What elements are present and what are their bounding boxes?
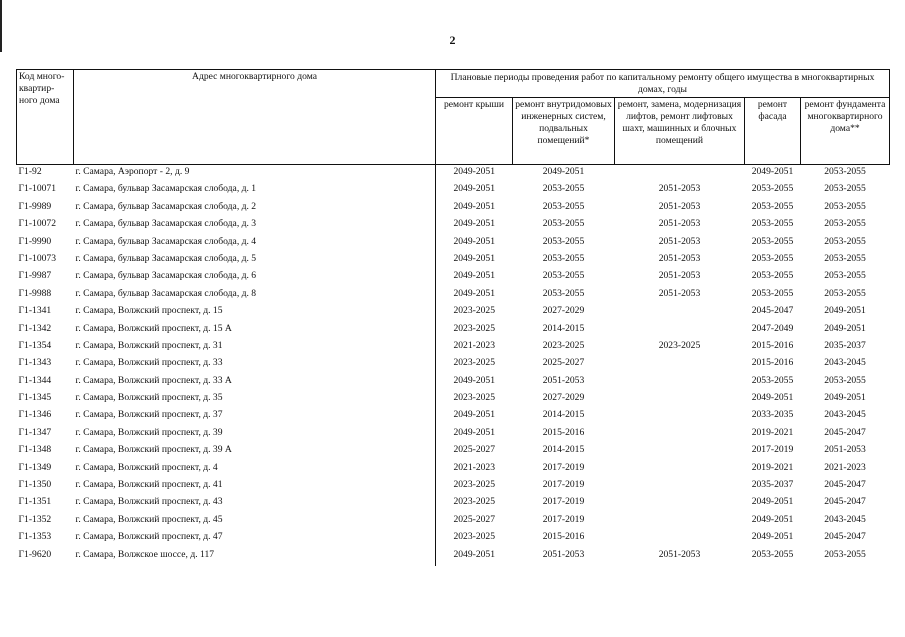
table-row — [17, 427, 890, 444]
cell-address: г. Самара, бульвар Засамарская слобода, д. 6 — [75, 270, 257, 282]
cell-roof: 2049-2051 — [436, 253, 513, 270]
table-row — [17, 531, 890, 548]
cell-address: г. Самара, бульвар Засамарская слобода, д. 5 — [75, 252, 257, 264]
cell-roof: 2023-2025 — [436, 496, 513, 513]
table-row — [17, 392, 890, 409]
cell-facade: 2049-2051 — [751, 496, 794, 508]
cell-roof: 2049-2051 — [436, 270, 513, 287]
cell-code: Г1-9989 — [18, 200, 52, 212]
cell-foundation: 2049-2051 — [824, 305, 866, 317]
cell-facade: 2053-2055 — [751, 183, 794, 195]
cell-code: Г1-1342 — [18, 322, 52, 334]
cell-code: Г1-1350 — [18, 479, 52, 491]
table-row — [17, 201, 890, 218]
table-row — [17, 236, 890, 253]
cell-code: Г1-10072 — [18, 218, 57, 230]
cell-roof: 2023-2025 — [436, 392, 513, 409]
cell-address: г. Самара, Волжский проспект, д. 39 — [75, 426, 223, 438]
cell-address: г. Самара, Волжский проспект, д. 37 — [75, 409, 223, 421]
table-row — [17, 444, 890, 461]
cell-facade: 2015-2016 — [751, 357, 794, 369]
cell-systems: 2017-2019 — [542, 496, 585, 508]
cell-foundation: 2045-2047 — [824, 479, 866, 491]
header-facade: ремонт фасада — [745, 98, 801, 165]
cell-code: Г1-9988 — [18, 287, 52, 299]
table-row — [17, 253, 890, 270]
cell-foundation: 2053-2055 — [824, 252, 866, 264]
cell-elevators: 2051-2053 — [658, 218, 701, 230]
table-header — [17, 70, 890, 165]
cell-code: Г1-9620 — [18, 548, 52, 560]
cell-systems: 2014-2015 — [542, 409, 585, 421]
table-row — [17, 462, 890, 479]
table-row — [17, 549, 890, 566]
cell-elevators — [615, 514, 745, 531]
cell-foundation: 2045-2047 — [824, 426, 866, 438]
table-row — [17, 409, 890, 426]
cell-elevators — [615, 444, 745, 461]
cell-foundation: 2053-2055 — [824, 270, 866, 282]
cell-foundation: 2021-2023 — [824, 461, 866, 473]
table-row — [17, 165, 890, 184]
table-row — [17, 375, 890, 392]
cell-roof: 2023-2025 — [436, 531, 513, 548]
cell-elevators — [615, 427, 745, 444]
cell-facade: 2019-2021 — [751, 426, 794, 438]
cell-systems: 2017-2019 — [542, 479, 585, 491]
cell-code: Г1-10071 — [18, 183, 57, 195]
cell-address: г. Самара, Волжский проспект, д. 43 — [75, 496, 223, 508]
cell-foundation: 2053-2055 — [824, 374, 866, 386]
cell-code: Г1-1344 — [18, 374, 52, 386]
cell-code: Г1-10073 — [18, 252, 57, 264]
cell-code: Г1-1352 — [18, 513, 52, 525]
cell-elevators — [615, 392, 745, 409]
table-row — [17, 305, 890, 322]
cell-code: Г1-92 — [18, 166, 42, 177]
cell-systems: 2025-2027 — [542, 357, 585, 369]
table-row — [17, 323, 890, 340]
header-elevators: ремонт, замена, модернизация лифтов, ремонт лифтовых шахт, машинных и блочных помещений — [615, 98, 745, 165]
cell-elevators — [615, 479, 745, 496]
cell-facade: 2053-2055 — [751, 252, 794, 264]
table-row — [17, 496, 890, 513]
cell-foundation: 2045-2047 — [824, 531, 866, 543]
cell-facade: 2017-2019 — [751, 444, 794, 456]
cell-roof: 2049-2051 — [436, 183, 513, 200]
cell-facade: 2049-2051 — [751, 513, 794, 525]
cell-foundation: 2053-2055 — [824, 548, 866, 560]
table-row — [17, 514, 890, 531]
cell-roof: 2049-2051 — [436, 288, 513, 305]
cell-elevators: 2051-2053 — [658, 183, 701, 195]
cell-roof: 2023-2025 — [436, 305, 513, 322]
table-row — [17, 270, 890, 287]
cell-elevators: 2023-2025 — [658, 339, 701, 351]
cell-address: г. Самара, бульвар Засамарская слобода, д. 4 — [75, 235, 257, 247]
cell-elevators — [615, 531, 745, 548]
cell-foundation: 2053-2055 — [824, 166, 866, 177]
table-row — [17, 183, 890, 200]
cell-address: г. Самара, Волжский проспект, д. 41 — [75, 479, 223, 491]
cell-roof: 2025-2027 — [436, 514, 513, 531]
capital-repair-table — [16, 69, 890, 566]
cell-code: Г1-1346 — [18, 409, 52, 421]
cell-foundation: 2043-2045 — [824, 357, 866, 369]
cell-address: г. Самара, бульвар Засамарская слобода, д. 8 — [75, 287, 257, 299]
cell-roof: 2023-2025 — [436, 323, 513, 340]
cell-systems: 2017-2019 — [542, 461, 585, 473]
page-number: 2 — [449, 33, 456, 47]
cell-code: Г1-9987 — [18, 270, 52, 282]
cell-address: г. Самара, Волжский проспект, д. 35 — [75, 392, 223, 404]
cell-code: Г1-1345 — [18, 392, 52, 404]
cell-elevators: 2051-2053 — [658, 270, 701, 282]
cell-facade: 2053-2055 — [751, 200, 794, 212]
cell-address: г. Самара, Волжский проспект, д. 31 — [75, 339, 223, 351]
cell-systems: 2053-2055 — [542, 218, 585, 230]
cell-roof: 2049-2051 — [436, 375, 513, 392]
cell-facade: 2053-2055 — [751, 374, 794, 386]
cell-foundation: 2053-2055 — [824, 200, 866, 212]
cell-roof: 2025-2027 — [436, 444, 513, 461]
cell-code: Г1-1349 — [18, 461, 52, 473]
cell-foundation: 2049-2051 — [824, 322, 866, 334]
cell-address: г. Самара, Аэропорт - 2, д. 9 — [75, 166, 190, 177]
cell-elevators — [615, 375, 745, 392]
cell-facade: 2053-2055 — [751, 270, 794, 282]
cell-systems: 2027-2029 — [542, 392, 585, 404]
header-roof: ремонт крыши — [436, 98, 513, 165]
cell-roof: 2049-2051 — [436, 549, 513, 566]
cell-systems: 2053-2055 — [542, 183, 585, 195]
cell-code: Г1-1353 — [18, 531, 52, 543]
cell-code: Г1-1348 — [18, 444, 52, 456]
cell-code: Г1-1343 — [18, 357, 52, 369]
cell-systems: 2027-2029 — [542, 305, 585, 317]
cell-systems: 2015-2016 — [542, 426, 585, 438]
cell-roof: 2023-2025 — [436, 479, 513, 496]
cell-code: Г1-9990 — [18, 235, 52, 247]
table-row — [17, 218, 890, 235]
cell-address: г. Самара, Волжский проспект, д. 33 А — [75, 374, 232, 386]
cell-facade: 2033-2035 — [751, 409, 794, 421]
cell-elevators: 2051-2053 — [658, 235, 701, 247]
table-row — [17, 479, 890, 496]
cell-facade: 2053-2055 — [751, 548, 794, 560]
cell-foundation: 2053-2055 — [824, 183, 866, 195]
cell-facade: 2053-2055 — [751, 218, 794, 230]
cell-foundation: 2045-2047 — [824, 496, 866, 508]
cell-systems: 2023-2025 — [542, 339, 585, 351]
header-address: Адрес многоквартирного дома — [74, 70, 436, 165]
cell-systems: 2014-2015 — [542, 322, 585, 334]
cell-code: Г1-1354 — [18, 339, 52, 351]
cell-foundation: 2051-2053 — [824, 444, 866, 456]
table-row — [17, 357, 890, 374]
cell-foundation: 2053-2055 — [824, 218, 866, 230]
cell-systems: 2053-2055 — [542, 200, 585, 212]
header-code: Код много-квартир-ного дома — [17, 70, 74, 165]
cell-facade: 2015-2016 — [751, 339, 794, 351]
table-row — [17, 340, 890, 357]
cell-systems: 2049-2051 — [542, 166, 585, 177]
header-systems: ремонт внутридомовых инженерных систем, подвальных помещений* — [513, 98, 615, 165]
cell-roof: 2049-2051 — [436, 236, 513, 253]
table-row — [17, 288, 890, 305]
cell-address: г. Самара, Волжский проспект, д. 4 — [75, 461, 218, 473]
cell-facade: 2045-2047 — [751, 305, 794, 317]
cell-roof: 2049-2051 — [436, 409, 513, 426]
cell-systems: 2051-2053 — [542, 374, 585, 386]
cell-code: Г1-1341 — [18, 305, 52, 317]
cell-elevators: 2051-2053 — [658, 548, 701, 560]
cell-roof: 2023-2025 — [436, 357, 513, 374]
cell-facade: 2053-2055 — [751, 235, 794, 247]
cell-roof: 2049-2051 — [436, 201, 513, 218]
cell-elevators — [615, 409, 745, 426]
cell-code: Г1-1351 — [18, 496, 52, 508]
cell-facade: 2035-2037 — [751, 479, 794, 491]
cell-roof: 2021-2023 — [436, 462, 513, 479]
document-sheet — [16, 69, 889, 566]
cell-elevators — [615, 357, 745, 374]
cell-elevators — [615, 165, 745, 184]
cell-address: г. Самара, Волжский проспект, д. 45 — [75, 513, 223, 525]
cell-systems: 2053-2055 — [542, 270, 585, 282]
cell-foundation: 2043-2045 — [824, 513, 866, 525]
cell-address: г. Самара, Волжский проспект, д. 15 — [75, 305, 223, 317]
cell-address: г. Самара, Волжский проспект, д. 33 — [75, 357, 223, 369]
cell-code: Г1-1347 — [18, 426, 52, 438]
cell-address: г. Самара, бульвар Засамарская слобода, д. 2 — [75, 200, 257, 212]
cell-systems: 2053-2055 — [542, 235, 585, 247]
cell-address: г. Самара, бульвар Засамарская слобода, д. 3 — [75, 218, 257, 230]
cell-address: г. Самара, Волжский проспект, д. 39 А — [75, 444, 232, 456]
header-periods-group: Плановые периоды проведения работ по капитальному ремонту общего имущества в многоквартирных домах, годы — [436, 70, 890, 98]
cell-foundation: 2035-2037 — [824, 339, 866, 351]
cell-roof: 2049-2051 — [436, 165, 513, 184]
cell-facade: 2049-2051 — [751, 531, 794, 543]
cell-roof: 2049-2051 — [436, 218, 513, 235]
cell-elevators: 2051-2053 — [658, 200, 701, 212]
cell-systems: 2051-2053 — [542, 548, 585, 560]
cell-elevators — [615, 305, 745, 322]
cell-systems: 2053-2055 — [542, 252, 585, 264]
cell-systems: 2017-2019 — [542, 513, 585, 525]
cell-systems: 2014-2015 — [542, 444, 585, 456]
cell-foundation: 2053-2055 — [824, 235, 866, 247]
cell-address: г. Самара, бульвар Засамарская слобода, д. 1 — [75, 183, 257, 195]
cell-facade: 2047-2049 — [751, 322, 794, 334]
header-foundation: ремонт фундамента многоквартирного дома** — [801, 98, 890, 165]
cell-address: г. Самара, Волжский проспект, д. 15 А — [75, 322, 232, 334]
cell-elevators: 2051-2053 — [658, 287, 701, 299]
cell-elevators — [615, 323, 745, 340]
cell-foundation: 2043-2045 — [824, 409, 866, 421]
cell-foundation: 2053-2055 — [824, 287, 866, 299]
cell-facade: 2019-2021 — [751, 461, 794, 473]
cell-elevators: 2051-2053 — [658, 252, 701, 264]
cell-systems: 2015-2016 — [542, 531, 585, 543]
cell-facade: 2049-2051 — [751, 166, 794, 177]
cell-systems: 2053-2055 — [542, 287, 585, 299]
cell-roof: 2021-2023 — [436, 340, 513, 357]
cell-facade: 2049-2051 — [751, 392, 794, 404]
cell-address: г. Самара, Волжское шоссе, д. 117 — [75, 548, 215, 560]
cell-facade: 2053-2055 — [751, 287, 794, 299]
cell-address: г. Самара, Волжский проспект, д. 47 — [75, 531, 223, 543]
cell-elevators — [615, 496, 745, 513]
table-body — [17, 165, 890, 566]
cell-foundation: 2049-2051 — [824, 392, 866, 404]
cell-elevators — [615, 462, 745, 479]
cell-roof: 2049-2051 — [436, 427, 513, 444]
